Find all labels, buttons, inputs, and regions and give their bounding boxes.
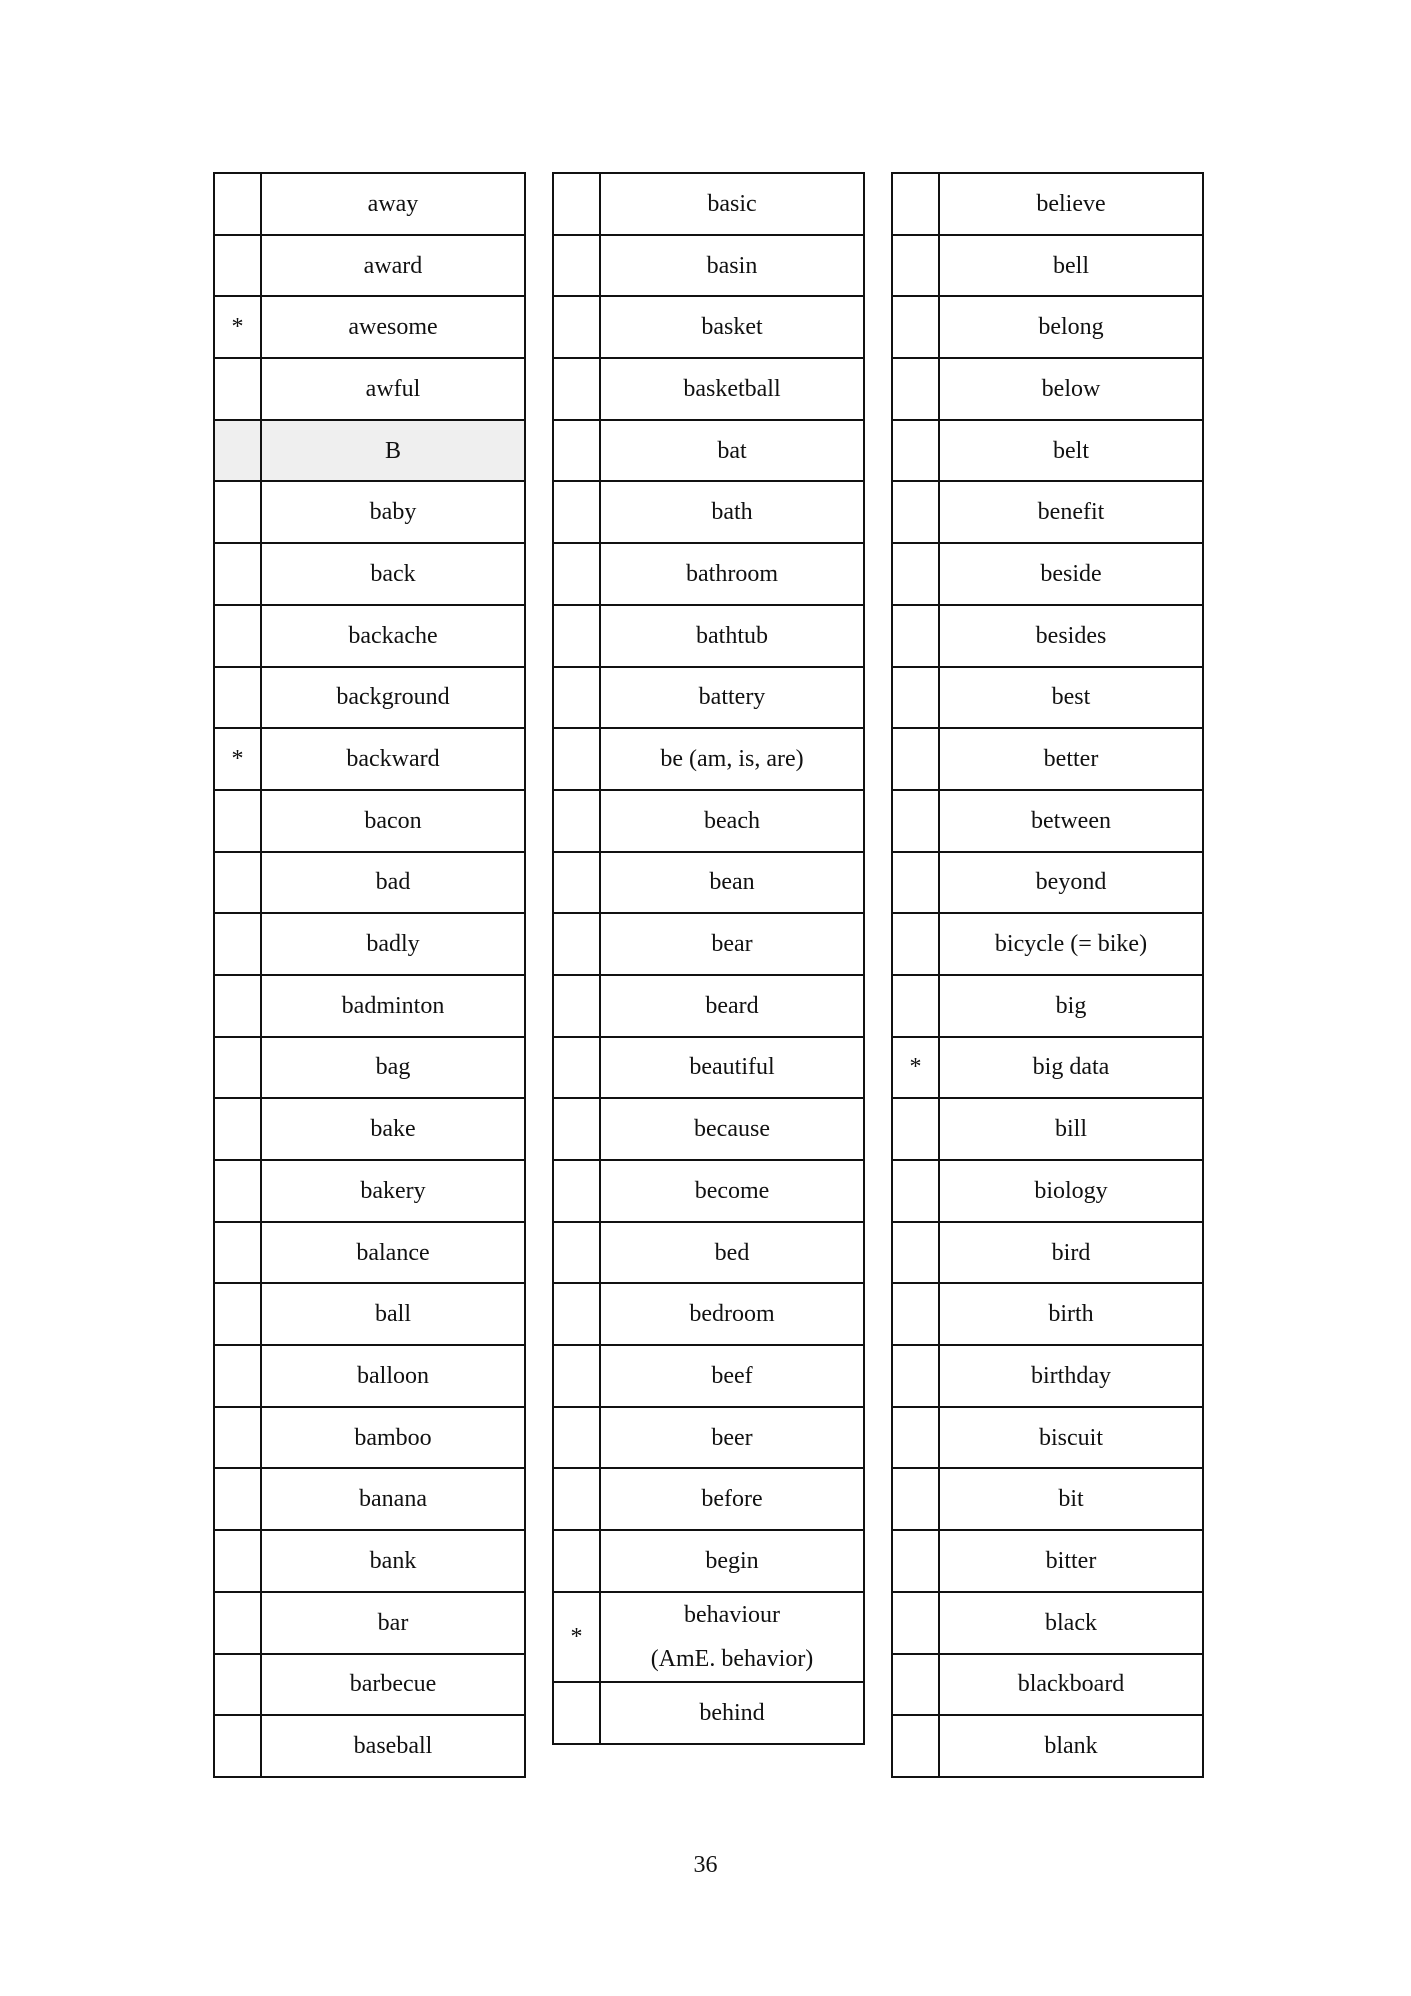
word-cell: basin <box>600 235 864 297</box>
word-cell: ball <box>261 1283 525 1345</box>
mark-cell <box>892 296 939 358</box>
table-row <box>553 667 864 729</box>
table-row <box>214 1407 525 1469</box>
word-cell: background <box>261 667 525 729</box>
mark-cell <box>553 420 600 482</box>
word-cell: birth <box>939 1283 1203 1345</box>
mark-cell <box>892 1468 939 1530</box>
table-row <box>214 481 525 543</box>
mark-cell <box>214 975 261 1037</box>
word-cell: bag <box>261 1037 525 1099</box>
mark-cell <box>214 173 261 235</box>
table-row <box>553 543 864 605</box>
mark-cell: * <box>214 728 261 790</box>
mark-cell <box>553 1160 600 1222</box>
word-cell: award <box>261 235 525 297</box>
word-cell: bitter <box>939 1530 1203 1592</box>
table-row <box>553 1037 864 1099</box>
table-row <box>553 296 864 358</box>
table-row <box>553 1222 864 1284</box>
word-cell: be (am, is, are) <box>600 728 864 790</box>
mark-cell <box>892 1407 939 1469</box>
table-row <box>214 1098 525 1160</box>
mark-cell <box>892 1283 939 1345</box>
mark-cell <box>553 667 600 729</box>
table-row <box>553 605 864 667</box>
mark-cell <box>553 481 600 543</box>
word-cell: begin <box>600 1530 864 1592</box>
table-row <box>553 235 864 297</box>
table-row <box>892 173 1203 235</box>
mark-cell <box>892 975 939 1037</box>
table-row <box>214 296 525 358</box>
mark-cell <box>553 852 600 914</box>
mark-cell <box>553 1407 600 1469</box>
word-cell: biscuit <box>939 1407 1203 1469</box>
mark-cell <box>553 1098 600 1160</box>
table-row <box>892 1160 1203 1222</box>
mark-cell <box>553 1345 600 1407</box>
mark-cell <box>892 358 939 420</box>
table-row <box>214 1345 525 1407</box>
table-row <box>214 1654 525 1716</box>
word-cell: bear <box>600 913 864 975</box>
mark-cell <box>892 420 939 482</box>
mark-cell <box>553 543 600 605</box>
table-row <box>553 728 864 790</box>
table-row <box>214 1222 525 1284</box>
word-cell: awesome <box>261 296 525 358</box>
mark-cell <box>214 1407 261 1469</box>
word-cell: bedroom <box>600 1283 864 1345</box>
word-line: behaviour <box>684 1601 780 1628</box>
word-cell: birthday <box>939 1345 1203 1407</box>
table-row <box>892 975 1203 1037</box>
word-cell: awful <box>261 358 525 420</box>
table-row <box>553 1283 864 1345</box>
mark-cell <box>553 358 600 420</box>
mark-cell <box>214 1530 261 1592</box>
table-row <box>553 852 864 914</box>
mark-cell <box>214 1160 261 1222</box>
table-row <box>553 913 864 975</box>
table-row <box>214 728 525 790</box>
word-cell: benefit <box>939 481 1203 543</box>
table-row <box>553 1345 864 1407</box>
mark-cell <box>214 358 261 420</box>
table-row <box>553 358 864 420</box>
word-cell: badminton <box>261 975 525 1037</box>
table-row <box>214 1160 525 1222</box>
word-variant-line: (AmE. behavior) <box>650 1645 814 1672</box>
mark-cell <box>214 605 261 667</box>
word-cell: battery <box>600 667 864 729</box>
table-row <box>892 1715 1203 1777</box>
mark-cell <box>214 543 261 605</box>
word-cell: bake <box>261 1098 525 1160</box>
word-cell: backward <box>261 728 525 790</box>
mark-cell <box>892 1715 939 1777</box>
table-row <box>892 913 1203 975</box>
word-cell: bit <box>939 1468 1203 1530</box>
word-cell: bill <box>939 1098 1203 1160</box>
word-cell: blank <box>939 1715 1203 1777</box>
mark-cell <box>214 1222 261 1284</box>
mark-cell <box>553 1222 600 1284</box>
table-row <box>892 1345 1203 1407</box>
word-cell: baby <box>261 481 525 543</box>
table-row <box>892 1222 1203 1284</box>
word-cell: beard <box>600 975 864 1037</box>
mark-cell <box>892 667 939 729</box>
mark-cell <box>553 913 600 975</box>
mark-cell <box>892 1222 939 1284</box>
mark-cell <box>553 1037 600 1099</box>
word-cell: besides <box>939 605 1203 667</box>
table-row <box>214 173 525 235</box>
table-row <box>892 1037 1203 1099</box>
table-row <box>892 728 1203 790</box>
word-table-2 <box>552 172 865 1745</box>
table-row <box>892 358 1203 420</box>
word-cell: become <box>600 1160 864 1222</box>
word-cell: between <box>939 790 1203 852</box>
mark-cell <box>553 728 600 790</box>
mark-cell <box>553 1530 600 1592</box>
table-row <box>892 481 1203 543</box>
table-row <box>892 543 1203 605</box>
mark-cell <box>214 1468 261 1530</box>
table-row <box>892 852 1203 914</box>
word-cell: belt <box>939 420 1203 482</box>
table-row <box>214 852 525 914</box>
table-row <box>214 913 525 975</box>
word-cell: blackboard <box>939 1654 1203 1716</box>
mark-cell <box>214 667 261 729</box>
word-cell: bar <box>261 1592 525 1654</box>
word-cell: basket <box>600 296 864 358</box>
table-row <box>214 1530 525 1592</box>
mark-cell <box>892 173 939 235</box>
table-row <box>553 790 864 852</box>
mark-cell <box>892 852 939 914</box>
word-cell: black <box>939 1592 1203 1654</box>
word-cell: bicycle (= bike) <box>939 913 1203 975</box>
mark-cell <box>553 605 600 667</box>
mark-cell <box>214 790 261 852</box>
mark-cell <box>892 1098 939 1160</box>
table-row <box>553 1530 864 1592</box>
table-row <box>892 667 1203 729</box>
table-row <box>214 1037 525 1099</box>
table-row <box>214 1592 525 1654</box>
mark-cell <box>214 852 261 914</box>
mark-cell: * <box>553 1592 600 1682</box>
table-row <box>553 481 864 543</box>
word-cell: beer <box>600 1407 864 1469</box>
mark-cell <box>892 1654 939 1716</box>
table-row <box>553 173 864 235</box>
mark-cell: * <box>892 1037 939 1099</box>
table-row <box>214 975 525 1037</box>
word-cell: beef <box>600 1345 864 1407</box>
table-row <box>892 1530 1203 1592</box>
word-cell: bell <box>939 235 1203 297</box>
mark-cell <box>214 1654 261 1716</box>
word-cell: bamboo <box>261 1407 525 1469</box>
mark-cell <box>553 790 600 852</box>
word-cell: bird <box>939 1222 1203 1284</box>
table-row <box>892 1407 1203 1469</box>
section-header-row <box>214 420 525 482</box>
word-cell: bank <box>261 1530 525 1592</box>
mark-cell <box>553 1283 600 1345</box>
mark-cell <box>892 790 939 852</box>
table-row <box>214 790 525 852</box>
word-cell: biology <box>939 1160 1203 1222</box>
word-cell: bakery <box>261 1160 525 1222</box>
word-cell: belong <box>939 296 1203 358</box>
mark-cell <box>214 1283 261 1345</box>
table-row <box>892 1468 1203 1530</box>
mark-cell <box>553 1468 600 1530</box>
word-cell: badly <box>261 913 525 975</box>
mark-cell <box>892 913 939 975</box>
table-row <box>214 543 525 605</box>
mark-cell <box>214 481 261 543</box>
word-cell <box>600 1592 864 1682</box>
table-row <box>553 1098 864 1160</box>
mark-cell <box>892 481 939 543</box>
mark-cell <box>214 1592 261 1654</box>
mark-cell <box>892 235 939 297</box>
mark-cell <box>892 728 939 790</box>
table-row <box>214 235 525 297</box>
mark-cell <box>214 235 261 297</box>
table-row <box>892 790 1203 852</box>
word-cell: bed <box>600 1222 864 1284</box>
word-table-1 <box>213 172 526 1778</box>
mark-cell <box>892 1530 939 1592</box>
word-cell: balance <box>261 1222 525 1284</box>
word-cell: barbecue <box>261 1654 525 1716</box>
table-row <box>214 667 525 729</box>
mark-cell <box>214 420 261 482</box>
table-row <box>214 1468 525 1530</box>
table-row <box>892 1592 1203 1654</box>
table-row <box>553 975 864 1037</box>
table-row <box>892 420 1203 482</box>
word-cell: back <box>261 543 525 605</box>
word-cell: believe <box>939 173 1203 235</box>
word-cell: basketball <box>600 358 864 420</box>
table-row <box>214 358 525 420</box>
word-cell: banana <box>261 1468 525 1530</box>
page-number: 36 <box>693 1852 718 1878</box>
word-cell: bacon <box>261 790 525 852</box>
vocabulary-table <box>891 172 1204 1778</box>
word-cell: big data <box>939 1037 1203 1099</box>
table-row <box>553 1682 864 1744</box>
mark-cell <box>553 173 600 235</box>
table-row <box>892 296 1203 358</box>
word-cell: before <box>600 1468 864 1530</box>
section-letter: B <box>261 420 525 482</box>
mark-cell <box>892 1160 939 1222</box>
table-row <box>214 605 525 667</box>
word-cell: behind <box>600 1682 864 1744</box>
mark-cell <box>892 1592 939 1654</box>
table-row <box>553 1468 864 1530</box>
word-cell: beyond <box>939 852 1203 914</box>
word-cell: better <box>939 728 1203 790</box>
table-row <box>214 1715 525 1777</box>
mark-cell <box>892 1345 939 1407</box>
vocabulary-table <box>213 172 526 1778</box>
mark-cell <box>553 296 600 358</box>
word-cell: big <box>939 975 1203 1037</box>
word-cell: beach <box>600 790 864 852</box>
word-cell: bat <box>600 420 864 482</box>
table-row <box>892 1283 1203 1345</box>
mark-cell <box>214 913 261 975</box>
mark-cell <box>214 1037 261 1099</box>
word-table-3 <box>891 172 1204 1778</box>
word-cell: basic <box>600 173 864 235</box>
mark-cell: * <box>214 296 261 358</box>
table-row <box>214 1283 525 1345</box>
table-row <box>553 420 864 482</box>
word-cell: bathtub <box>600 605 864 667</box>
vocabulary-table <box>552 172 865 1745</box>
word-cell: backache <box>261 605 525 667</box>
table-row <box>892 605 1203 667</box>
word-cell: below <box>939 358 1203 420</box>
word-cell: bathroom <box>600 543 864 605</box>
word-cell: bath <box>600 481 864 543</box>
table-row <box>892 235 1203 297</box>
mark-cell <box>214 1098 261 1160</box>
table-row <box>553 1407 864 1469</box>
word-cell: beside <box>939 543 1203 605</box>
word-cell: beautiful <box>600 1037 864 1099</box>
word-cell: because <box>600 1098 864 1160</box>
mark-cell <box>553 975 600 1037</box>
table-row <box>892 1098 1203 1160</box>
table-row <box>553 1160 864 1222</box>
word-cell: away <box>261 173 525 235</box>
word-cell: bean <box>600 852 864 914</box>
mark-cell <box>553 235 600 297</box>
mark-cell <box>214 1345 261 1407</box>
word-cell: balloon <box>261 1345 525 1407</box>
mark-cell <box>214 1715 261 1777</box>
word-cell: baseball <box>261 1715 525 1777</box>
word-cell: best <box>939 667 1203 729</box>
mark-cell <box>892 543 939 605</box>
mark-cell <box>553 1682 600 1744</box>
word-cell: bad <box>261 852 525 914</box>
mark-cell <box>892 605 939 667</box>
table-row <box>892 1654 1203 1716</box>
